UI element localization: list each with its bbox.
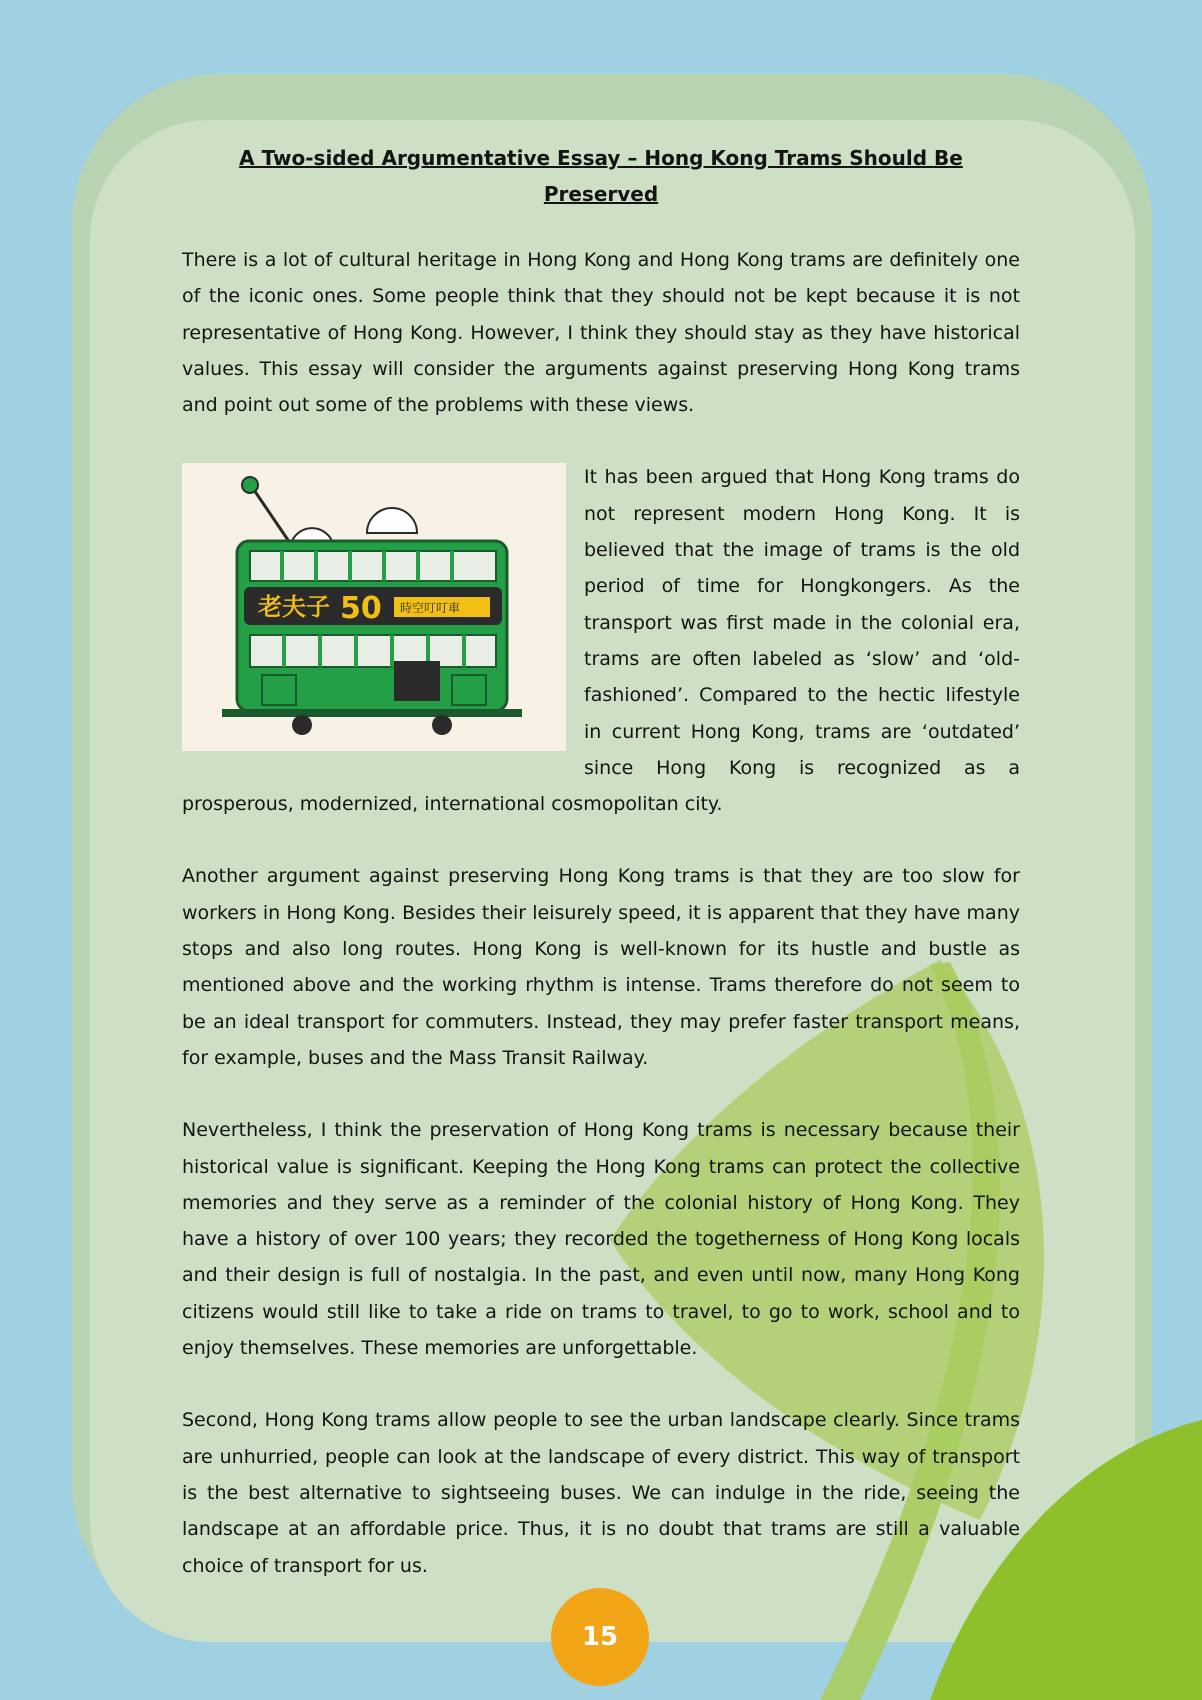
- essay-paragraph-intro: There is a lot of cultural heritage in Hong Kong and Hong Kong trams are definitely one of the iconic ones. Some people think that they should not be kept because it is not representative of Hong Kong. However, I think they should stay as they have historical values. This essay will consider the arguments against preserving Hong Kong trams and point out some of the problems with these views.: [182, 249, 1020, 417]
- tram-illustration: [182, 463, 566, 751]
- essay-content: [182, 140, 1020, 1620]
- tram-banner-number: 50: [340, 591, 382, 627]
- essay-paragraph-rebuttal-one: Nevertheless, I think the preservation of Hong Kong trams is necessary because their historical value is significant. Keeping the Hong Kong trams can protect the collective memories and they serve as a reminder of the colonial history of Hong Kong. They have a history of over 100 years; they recorded the togetherness of Hong Kong locals and their design is full of nostalgia. In the past, and even until now, many Hong Kong citizens would still like to take a ride on trams to travel, to go to work, school and to enjoy themselves. These memories are unforgettable.: [182, 1119, 1020, 1360]
- tram-drawing: [182, 463, 566, 751]
- tram-banner-text: 老夫子: [258, 593, 330, 622]
- essay-paragraph-rebuttal-two: Second, Hong Kong trams allow people to see the urban landscape clearly. Since trams are unhurried, people can look at the landscape of every district. This way of transport is the best alternative to sightseeing buses. We can indulge in the ride, seeing the landscape at an affordable price. Thus, it is no doubt that trams are still a valuable choice of transport for us.: [182, 1409, 1020, 1577]
- essay-paragraph-argument-two: Another argument against preserving Hong Kong trams is that they are too slow for workers in Hong Kong. Besides their leisurely speed, it is apparent that they have many stops and also long routes. Hong Kong is well-known for its hustle and bustle as mentioned above and the working rhythm is intense. Trams therefore do not seem to be an ideal transport for commuters. Instead, they may prefer faster transport means, for example, buses and the Mass Transit Railway.: [182, 865, 1020, 1069]
- tram-banner-subtext: 時空叮叮車: [400, 601, 461, 616]
- essay-paragraph-argument-one: It has been argued that Hong Kong trams do not represent modern Hong Kong. It is believed that the image of trams is the old period of time for Hongkongers. As the transport was first made in the colonial era, trams are often labeled as ‘slow’ and ‘old-fashioned’. Compared to the hectic lifestyle in current Hong Kong, trams are ‘outdated’ since Hong Kong is recognized as a prosperous, modernized, international cosmopolitan city.: [182, 466, 1020, 816]
- essay-section-with-illustration: [182, 459, 1020, 1076]
- essay-title: A Two-sided Argumentative Essay – Hong Kong Trams Should Be Preserved: [239, 146, 963, 206]
- page-number-badge: 15: [551, 1588, 649, 1686]
